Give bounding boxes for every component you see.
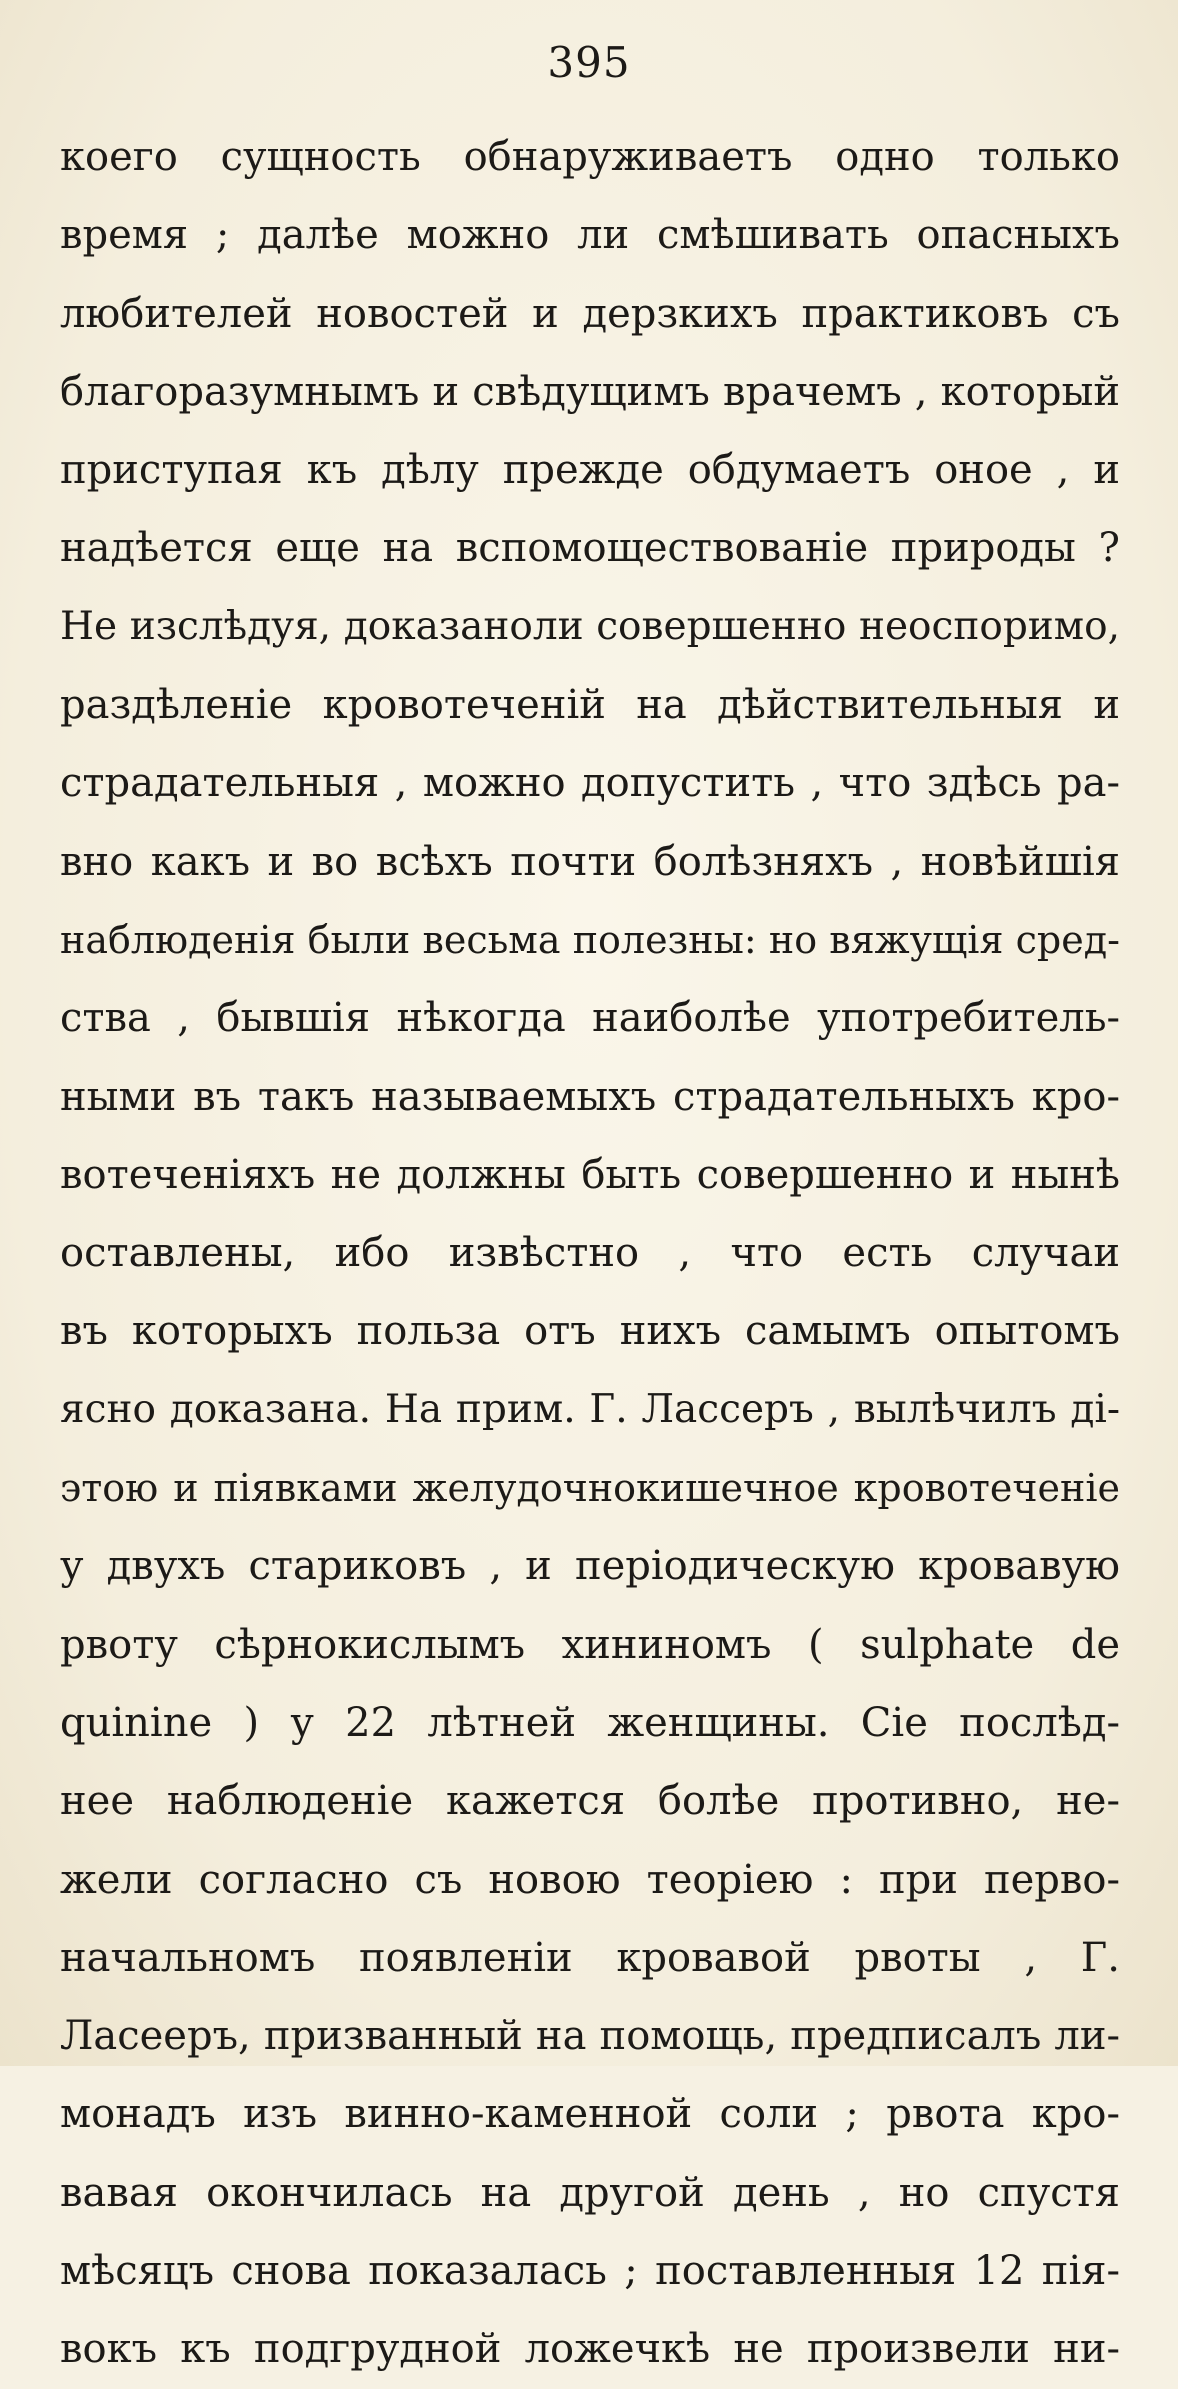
page-number: 395 <box>547 38 631 87</box>
text-line: вокъ къ подгрудной ложечкѣ не произвели ни- <box>60 2326 1120 2373</box>
text-line: оставлены, ибо извѣстно , что есть случаи <box>60 1230 1120 1277</box>
text-line: благоразумнымъ и свѣдущимъ врачемъ , который <box>60 368 1120 415</box>
text-line: у двухъ стариковъ , и періодическую кровавую <box>60 1543 1120 1590</box>
text-line: нее наблюденіе кажется болѣе противно, не- <box>60 1778 1120 1825</box>
text-line: этою и піявками желудочнокишечное кровотеченіе <box>60 1466 1120 1511</box>
text-line: ясно доказана. На прим. Г. Лассеръ , вылѣчилъ ді- <box>60 1386 1120 1432</box>
text-line: начальномъ появленіи кровавой рвоты , Г. <box>60 1934 1120 1981</box>
text-line: страдательныя , можно допустить , что здѣсь ра- <box>60 760 1120 807</box>
text-line: монадъ изъ винно-каменной соли ; рвота кро- <box>60 2091 1120 2138</box>
text-line: время ; далѣе можно ли смѣшивать опасныхъ <box>60 212 1120 259</box>
text-line: вавая окончилась на другой день , но спустя <box>60 2169 1120 2216</box>
text-line: надѣется еще на вспомоществованіе природы ? <box>60 525 1120 572</box>
text-line: мѣсяцъ снова показалась ; поставленныя 12 пія- <box>60 2248 1120 2295</box>
text-line: приступая къ дѣлу прежде обдумаетъ оное , и <box>60 447 1120 494</box>
text-line: Ласееръ, призванный на помощь, предписалъ ли- <box>60 2013 1120 2060</box>
body-text <box>60 118 1120 2389</box>
text-line: ными въ такъ называемыхъ страдательныхъ кро- <box>60 1073 1120 1120</box>
text-line: раздѣленіе кровотеченій на дѣйствительныя и <box>60 682 1120 729</box>
text-line: жели согласно съ новою теоріею : при перво- <box>60 1856 1120 1903</box>
text-line: коего сущность обнаруживаетъ одно только <box>60 134 1120 180</box>
text-line: quinine ) у 22 лѣтней женщины. Сіе послѣд- <box>60 1699 1120 1746</box>
text-line: вно какъ и во всѣхъ почти болѣзняхъ , новѣйшія <box>60 838 1120 885</box>
text-line: ства , бывшія нѣкогда наиболѣе употребитель- <box>60 995 1120 1042</box>
text-line: наблюденія были весьма полезны: но вяжущія сред- <box>60 917 1120 962</box>
text-line: вотеченіяхъ не должны быть совершенно и нынѣ <box>60 1151 1120 1198</box>
text-line: въ которыхъ польза отъ нихъ самымъ опытомъ <box>60 1308 1120 1355</box>
text-line: Не изслѣдуя, доказаноли совершенно неоспоримо, <box>60 603 1120 649</box>
text-line: любителей новостей и дерзкихъ практиковъ съ <box>60 290 1120 337</box>
text-line: рвоту сѣрнокислымъ хининомъ ( sulphate de <box>60 1621 1120 1668</box>
